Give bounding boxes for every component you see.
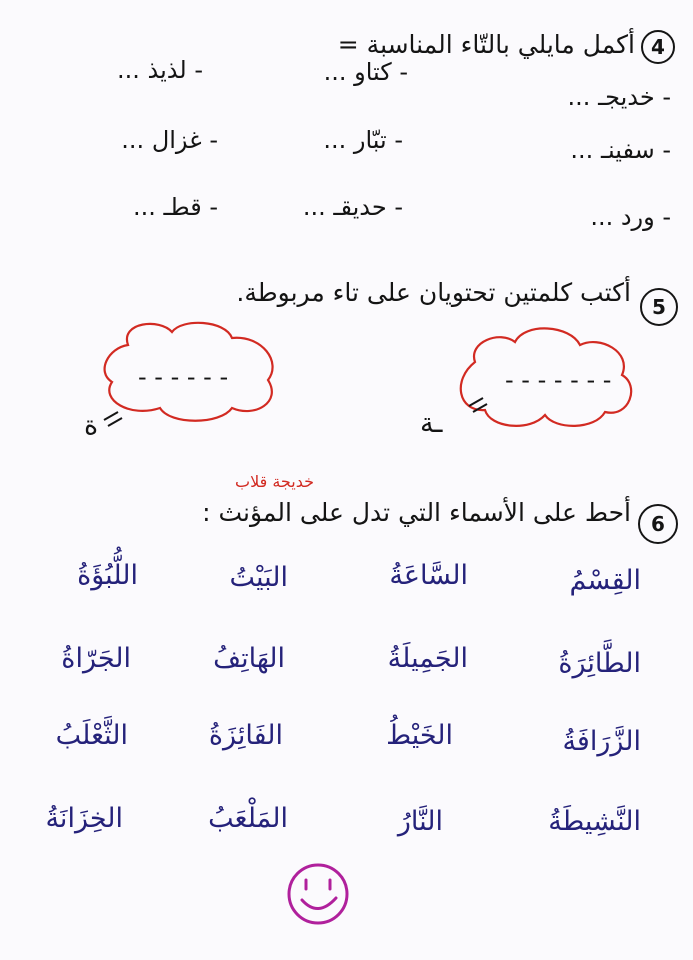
cloud-left-dashes: - - - - - - [138,363,229,391]
q6-number: 6 [651,512,665,536]
word-cell: الطَّائِرَةُ [558,648,641,679]
word-cell: الخَيْطُ [386,720,453,751]
word-cell: البَيْتُ [229,562,288,593]
word-cell: اللُّبُؤَةُ [77,560,138,591]
cloud-right-dashes: - - - - - - - [505,366,612,394]
q4-item: - كتاو ... [323,58,408,86]
word-cell: الهَاتِفُ [213,643,285,674]
author-signature: خديجة قلاب [235,472,314,491]
q5-instruction: أكتب كلمتين تحتويان على تاء مربوطة. [236,278,631,307]
q4-item: - خديجـ ... [567,83,671,111]
word-cell: المَلْعَبُ [208,803,288,834]
word-cell: النَّارُ [397,806,443,837]
word-cell: السَّاعَةُ [389,560,468,591]
word-cell: النَّشِيطَةُ [548,806,641,837]
cloud-right-mark: ـة [420,408,443,439]
q4-item: - قطـ ... [133,193,218,221]
word-cell: الجَرّاةُ [61,643,131,674]
q4-item: - تبّار ... [323,126,403,154]
q4-item: - حديقـ ... [302,193,403,221]
q6-instruction: أحط على الأسماء التي تدل على المؤنث : [202,498,631,527]
word-cell: الزَّرَافَةُ [562,726,641,757]
q4-item: - ورد ... [590,203,671,231]
q4-number: 4 [651,35,665,59]
word-cell: الجَمِيلَةُ [387,643,468,674]
q4-instruction: أكمل مايلي بالتّاء المناسبة = [337,30,635,59]
q4-item: - سفينـ ... [570,136,671,164]
q4-item: - غزال ... [121,126,218,154]
q4-item: - لذيذ ... [117,56,203,84]
word-cell: القِسْمُ [569,565,641,596]
word-cell: الفَائِزَةُ [208,720,283,751]
q5-number: 5 [652,295,666,319]
word-cell: الثَّعْلَبُ [55,720,128,751]
cloud-left-mark: ة [84,410,99,441]
word-cell: الخِزَانَةُ [45,803,123,834]
